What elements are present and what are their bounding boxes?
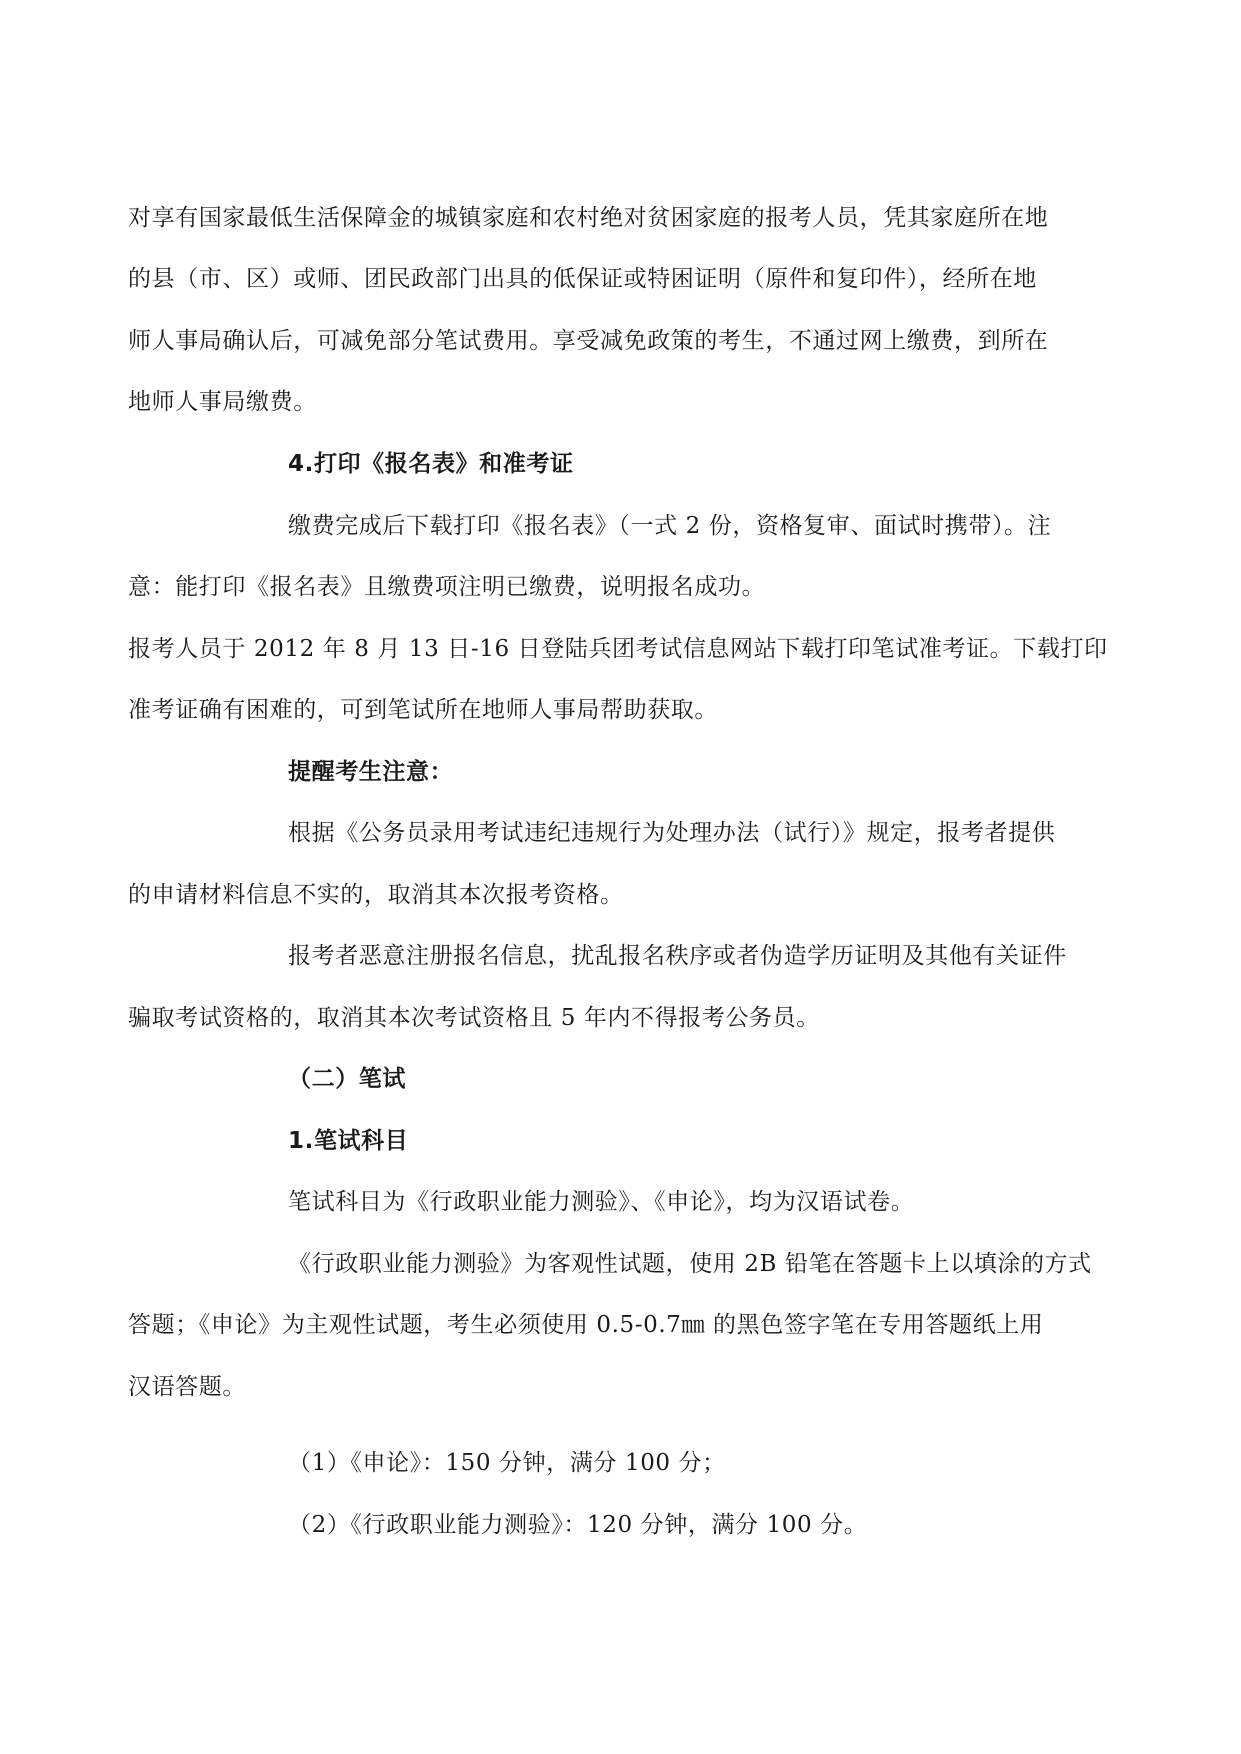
paragraph-line: 根据《公务员录用考试违纪违规行为处理办法（试行）》规定，报考者提供 (288, 820, 1056, 846)
paragraph-line: 骗取考试资格的，取消其本次考试资格且 5 年内不得报考公务员。 (128, 1005, 820, 1031)
paragraph-line: 对享有国家最低生活保障金的城镇家庭和农村绝对贫困家庭的报考人员，凭其家庭所在地 (128, 205, 1049, 231)
paragraph-line: 意：能打印《报名表》且缴费项注明已缴费，说明报名成功。 (128, 574, 766, 600)
paragraph-line: 的县（市、区）或师、团民政部门出具的低保证或特困证明（原件和复印件），经所在地 (128, 266, 1037, 292)
paragraph-line: 报考者恶意注册报名信息，扰乱报名秩序或者伪造学历证明及其他有关证件 (288, 943, 1067, 969)
paragraph-line: 师人事局确认后，可减免部分笔试费用。享受减免政策的考生，不通过网上缴费，到所在 (128, 328, 1049, 354)
section-heading: 1.笔试科目 (288, 1128, 409, 1154)
paragraph-line: 笔试科目为《行政职业能力测验》、《申论》，均为汉语试卷。 (288, 1189, 915, 1215)
paragraph-line: 答题；《申论》为主观性试题，考生必须使用 0.5-0.7㎜ 的黑色签字笔在专用答题纸上用 (128, 1312, 1044, 1338)
paragraph-line: 报考人员于 2012 年 8 月 13 日-16 日登陆兵团考试信息网站下载打印笔试准考证。下载打印 (128, 636, 1108, 662)
section-heading: 4.打印《报名表》和准考证 (288, 451, 574, 477)
section-heading: （二）笔试 (288, 1066, 406, 1092)
paragraph-line: 的申请材料信息不实的，取消其本次报考资格。 (128, 882, 624, 908)
paragraph-line: 准考证确有困难的，可到笔试所在地师人事局帮助获取。 (128, 697, 718, 723)
paragraph-line: 《行政职业能力测验》为客观性试题，使用 2B 铅笔在答题卡上以填涂的方式 (288, 1251, 1092, 1277)
section-heading: 提醒考生注意： (288, 759, 454, 785)
paragraph-line: 汉语答题。 (128, 1374, 246, 1400)
paragraph-line: 地师人事局缴费。 (128, 389, 317, 415)
list-item: （1）《申论》：150 分钟，满分 100 分； (288, 1450, 726, 1476)
list-item: （2）《行政职业能力测验》：120 分钟，满分 100 分。 (288, 1512, 868, 1538)
paragraph-line: 缴费完成后下载打印《报名表》（一式 2 份，资格复审、面试时携带）。注 (288, 513, 1052, 539)
